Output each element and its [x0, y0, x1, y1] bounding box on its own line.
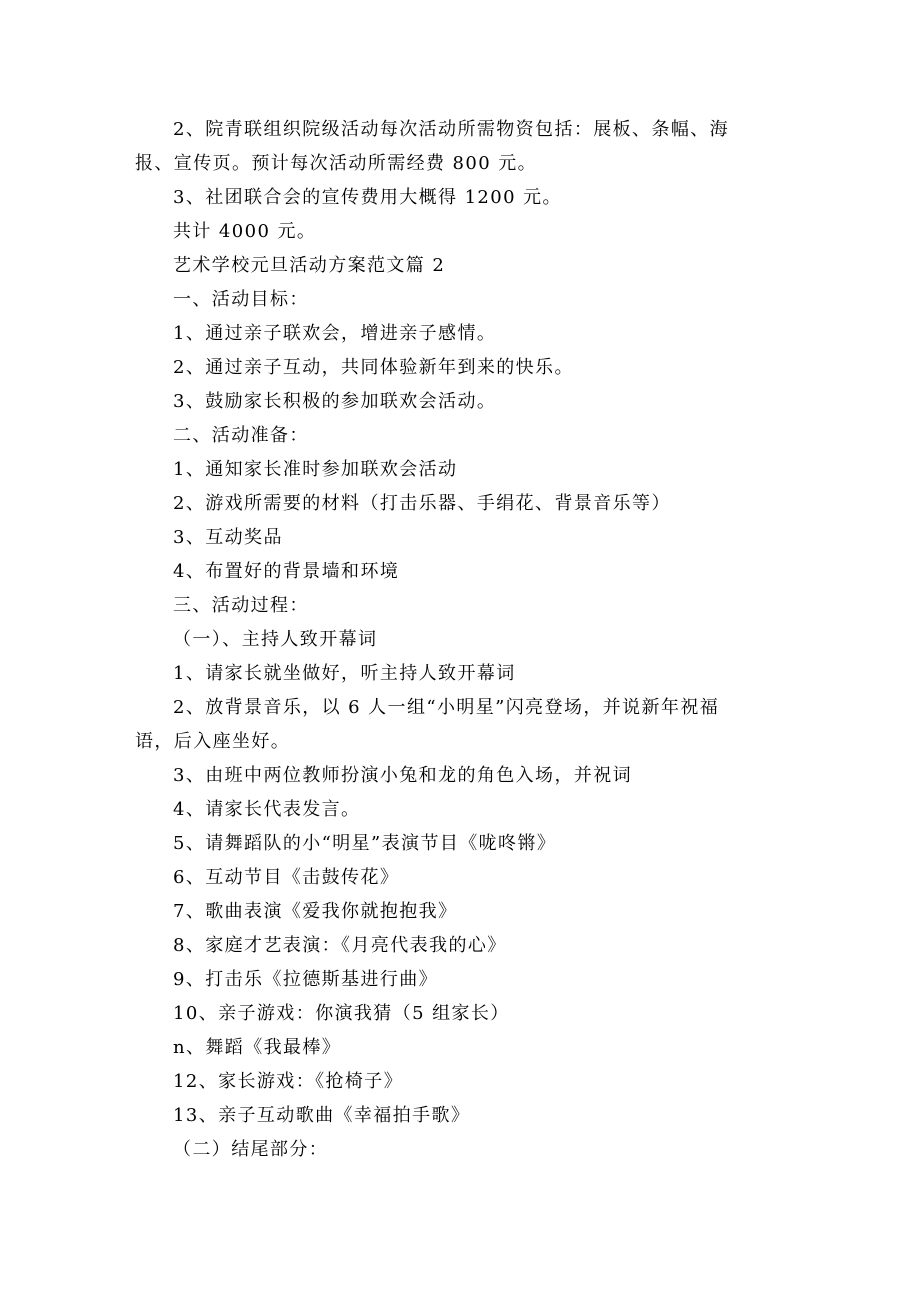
- list-item: n、舞蹈《我最棒》: [173, 1037, 342, 1058]
- list-item: 2、通过亲子互动，共同体验新年到来的快乐。: [173, 357, 574, 378]
- heading-goals: 一、活动目标：: [173, 289, 309, 310]
- list-item: 6、互动节目《击鼓传花》: [173, 867, 400, 888]
- list-item: 5、请舞蹈队的小“明星”表演节目《咙咚锵》: [173, 833, 557, 854]
- subheading-opening: （一）、主持人致开幕词: [173, 629, 378, 650]
- list-item: 8、家庭才艺表演：《月亮代表我的心》: [173, 935, 507, 956]
- list-item: 12、家长游戏：《抢椅子》: [173, 1071, 404, 1092]
- list-item: 1、通知家长准时参加联欢会活动: [173, 459, 458, 480]
- list-item: 7、歌曲表演《爱我你就抱抱我》: [173, 901, 458, 922]
- paragraph-materials: 2、院青联组织院级活动每次活动所需物资包括：展板、条幅、海报、宣传页。预计每次活动所需经费 800 元。: [135, 119, 730, 174]
- list-item: 4、请家长代表发言。: [173, 799, 361, 820]
- list-item: 3、由班中两位教师扮演小兔和龙的角色入场，并祝词: [173, 765, 633, 786]
- list-item: 2、游戏所需要的材料（打击乐器、手绢花、背景音乐等）: [173, 493, 671, 514]
- list-item: 1、通过亲子联欢会，增进亲子感情。: [173, 323, 497, 344]
- list-item: 4、布置好的背景墙和环境: [173, 561, 400, 582]
- paragraph-total: 共计 4000 元。: [173, 221, 317, 242]
- list-item: 3、鼓励家长积极的参加联欢会活动。: [173, 391, 497, 412]
- heading-preparation: 二、活动准备：: [173, 425, 309, 446]
- list-item: 13、亲子互动歌曲《幸福拍手歌》: [173, 1105, 471, 1126]
- heading-process: 三、活动过程：: [173, 595, 309, 616]
- list-item: 2、放背景音乐，以 6 人一组“小明星”闪亮登场，并说新年祝福语，后入座坐好。: [135, 697, 720, 752]
- list-item: 9、打击乐《拉德斯基进行曲》: [173, 969, 439, 990]
- document-body: [135, 113, 755, 1167]
- section-title: 艺术学校元旦活动方案范文篇 2: [173, 255, 446, 276]
- subheading-ending: （二）结尾部分：: [173, 1139, 329, 1160]
- list-item: 1、请家长就坐做好，听主持人致开幕词: [173, 663, 516, 684]
- paragraph-publicity-cost: 3、社团联合会的宣传费用大概得 1200 元。: [173, 187, 562, 208]
- list-item: 3、互动奖品: [173, 527, 283, 548]
- list-item: 10、亲子游戏：你演我猜（5 组家长）: [173, 1003, 510, 1024]
